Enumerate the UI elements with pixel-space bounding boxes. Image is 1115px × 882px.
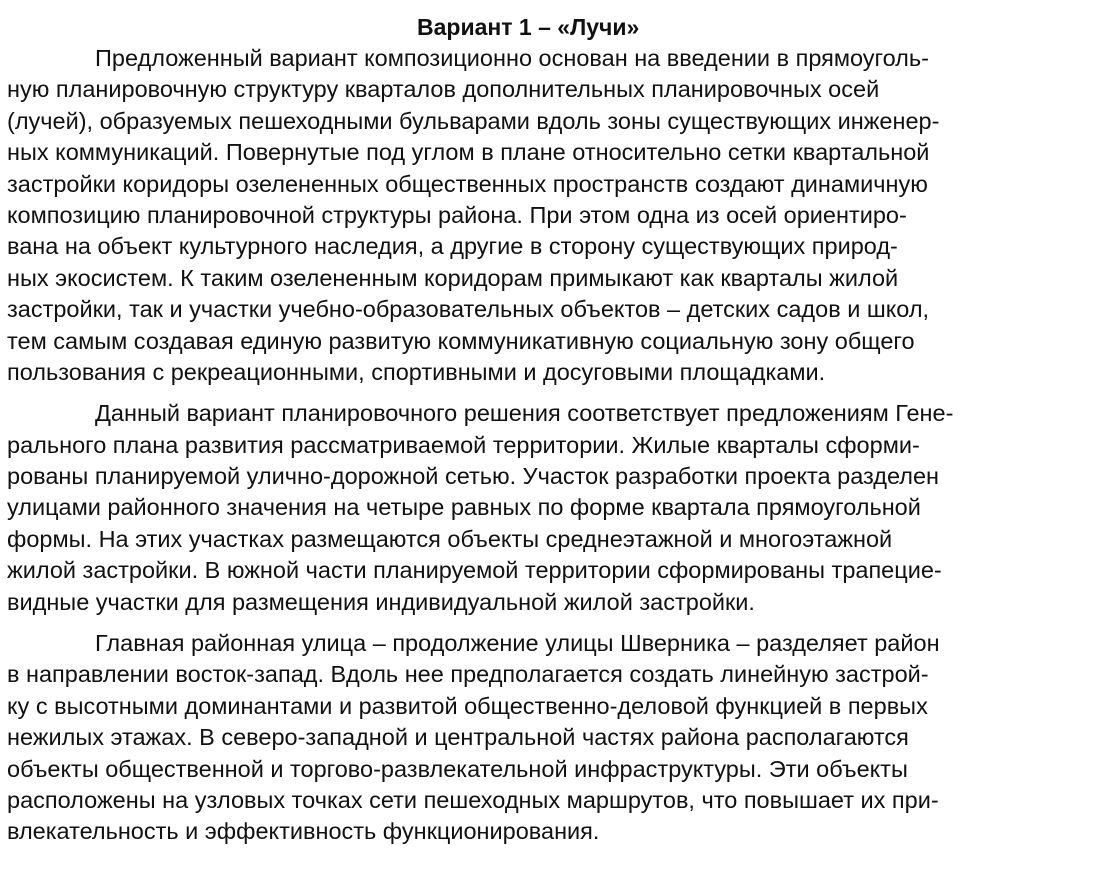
text-line: Данный вариант планировочного решения соответствует предложениям Гене- [95, 400, 954, 427]
text-line: Главная районная улица – продолжение улицы Шверника – разделяет район [95, 630, 940, 657]
text-line: в направлении восток-запад. Вдоль нее предполагается создать линейную застрой- [7, 661, 929, 688]
text-line: ных коммуникаций. Повернутые под углом в плане относительно сетки квартальной [7, 139, 930, 166]
text-line: улицами районного значения на четыре равных по форме квартала прямоугольной [7, 494, 921, 521]
paragraph-1 [7, 43, 1100, 388]
text-line: вана на объект культурного наследия, а другие в сторону существующих природ- [7, 233, 898, 260]
text-line: объекты общественной и торгово-развлекательной инфраструктуры. Эти объекты [7, 755, 908, 782]
text-line: рованы планируемой улично-дорожной сетью. Участок разработки проекта разделен [7, 463, 940, 490]
section-title: Вариант 1 – «Лучи» [417, 14, 640, 40]
text-line: композицию планировочной структуры района. При этом одна из осей ориентиро- [7, 201, 907, 228]
text-line: застройки коридоры озелененных общественных пространств создают динамичную [7, 170, 928, 197]
paragraph-3 [7, 628, 1100, 848]
text-line: пользования с рекреационными, спортивными и досуговыми площадками. [7, 358, 826, 385]
paragraph-gap [7, 388, 1100, 398]
text-line: рального плана развития рассматриваемой территории. Жилые кварталы сформи- [7, 431, 920, 458]
paragraph-gap [7, 618, 1100, 628]
text-line: влекательность и эффективность функционирования. [7, 818, 600, 845]
text-line: жилой застройки. В южной части планируемой территории сформированы трапецие- [7, 557, 942, 584]
text-line: Предложенный вариант композиционно основан на введении в прямоуголь- [95, 45, 929, 71]
text-line: (лучей), образуемых пешеходными бульварами вдоль зоны существующих инженер- [7, 107, 940, 134]
text-line: ную планировочную структуру кварталов дополнительных планировочных осей [7, 76, 880, 103]
text-line: застройки, так и участки учебно-образовательных объектов – детских садов и школ, [7, 296, 930, 323]
text-line: нежилых этажах. В северо-западной и центральной частях района располагаются [7, 724, 909, 751]
text-line: расположены на узловых точках сети пешеходных маршрутов, что повышает их при- [7, 786, 939, 813]
text-line: видные участки для размещения индивидуальной жилой застройки. [7, 588, 755, 615]
paragraph-2 [7, 398, 1100, 618]
text-line: ку с высотными доминантами и развитой общественно-деловой функцией в первых [7, 692, 928, 719]
text-line: ных экосистем. К таким озелененным коридорам примыкают как кварталы жилой [7, 264, 899, 291]
text-line: тем самым создавая единую развитую коммуникативную социальную зону общего [7, 327, 915, 354]
text-line: формы. На этих участках размещаются объекты среднеэтажной и многоэтажной [7, 525, 893, 552]
